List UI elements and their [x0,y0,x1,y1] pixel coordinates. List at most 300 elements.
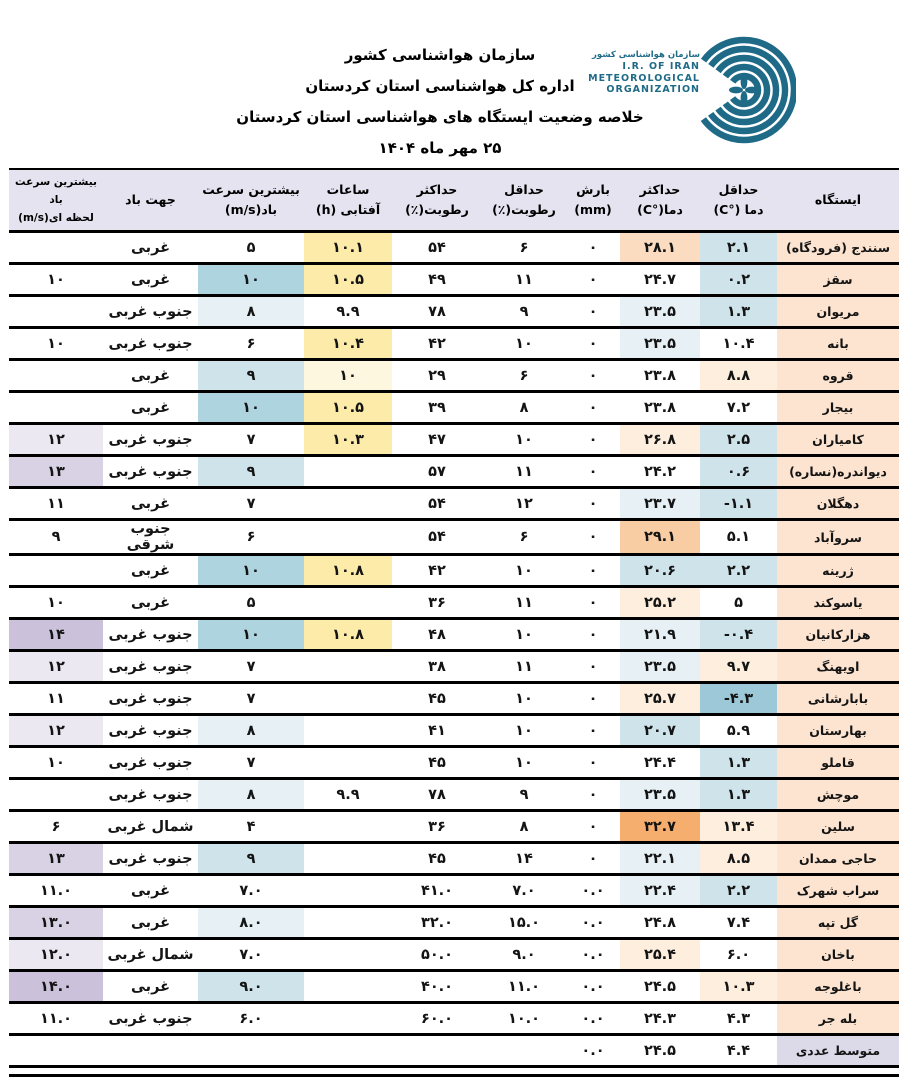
cell-precip: ۰ [566,683,620,715]
cell-tmin: ۵.۱ [700,520,777,555]
logo-text-en3: ORGANIZATION [606,84,700,95]
cell-wind: ۷ [198,488,304,520]
cell-dir: جنوب غربی [103,843,198,875]
cell-tmax: ۲۰.۶ [620,555,700,587]
cell-gust: ۱۰ [9,328,103,360]
cell-tmin: ۲.۵ [700,424,777,456]
cell-rhmin: ۱۱ [482,651,566,683]
table-row [9,875,899,907]
cell-gust: ۱۱.۰ [9,875,103,907]
cell-tmax: ۲۳.۷ [620,488,700,520]
header-row [9,169,899,232]
cell-precip: ۰ [566,424,620,456]
cell-tmax: ۲۳.۵ [620,296,700,328]
cell-station: سنندج (فرودگاه) [777,232,899,264]
cell-tmin: ۷.۲ [700,392,777,424]
column-header-rhmax: حداکثر رطوبت(٪) [392,169,482,232]
cell-tmin: ۰.۶ [700,456,777,488]
cell-rhmin: ۸ [482,392,566,424]
cell-precip: ۰ [566,715,620,747]
cell-wind: ۷ [198,747,304,779]
cell-tmin: ۲.۲ [700,555,777,587]
cell-tmax: ۲۳.۵ [620,651,700,683]
cell-tmax: ۲۴.۵ [620,1035,700,1067]
cell-gust: ۱۲ [9,424,103,456]
cell-tmax: ۲۳.۸ [620,360,700,392]
cell-rhmin: ۱۱ [482,456,566,488]
cell-tmin: ۵ [700,587,777,619]
cell-tmax: ۲۴.۷ [620,264,700,296]
cell-wind: ۷.۰ [198,939,304,971]
cell-tmax: ۲۹.۱ [620,520,700,555]
cell-dir: جنوب غربی [103,747,198,779]
cell-wind: ۱۰ [198,392,304,424]
cell-tmax: ۲۲.۴ [620,875,700,907]
cell-wind: ۵ [198,232,304,264]
cell-sun [304,683,392,715]
cell-sun: ۱۰.۵ [304,264,392,296]
cell-tmax: ۲۰.۷ [620,715,700,747]
cell-rhmax: ۳۲.۰ [392,907,482,939]
column-header-gust: بیشترین سرعت باد لحظه ای(m/s) [9,169,103,232]
cell-wind: ۷ [198,651,304,683]
cell-sun [304,907,392,939]
org-name: سازمان هواشناسی کشور [344,46,536,64]
cell-sun: ۹.۹ [304,296,392,328]
cell-dir: جنوب غربی [103,1003,198,1035]
dept-name: اداره کل هواشناسی استان کردستان [305,77,575,95]
cell-wind: ۸ [198,779,304,811]
table-row [9,651,899,683]
table-row [9,843,899,875]
cell-rhmin: ۱۱ [482,264,566,296]
cell-tmin: ۸.۸ [700,360,777,392]
column-header-dir: جهت باد [103,169,198,232]
cell-dir: جنوب غربی [103,328,198,360]
cell-gust: ۱۱ [9,683,103,715]
cell-rhmax: ۵۷ [392,456,482,488]
cell-rhmax: ۴۱.۰ [392,875,482,907]
cell-tmin: -۰.۴ [700,619,777,651]
cell-station: اویهنگ [777,651,899,683]
cell-rhmax: ۷۸ [392,779,482,811]
cell-sun [304,971,392,1003]
cell-gust: ۱۰ [9,587,103,619]
cell-tmin: ۱۳.۴ [700,811,777,843]
cell-tmin: -۴.۳ [700,683,777,715]
cell-dir: جنوب شرقی [103,520,198,555]
logo-text [588,50,700,96]
cell-wind: ۹ [198,843,304,875]
cell-dir: غربی [103,971,198,1003]
cell-precip: ۰ [566,264,620,296]
weather-stations-table [9,168,899,1068]
logo-text-en2: METEOROLOGICAL [588,72,700,84]
cell-gust: ۱۴ [9,619,103,651]
cell-precip: ۰ [566,779,620,811]
cell-dir: شمال غربی [103,939,198,971]
table-row [9,971,899,1003]
logo-text-en1: I.R. OF IRAN [622,61,700,72]
cell-sun [304,651,392,683]
cell-rhmax: ۲۹ [392,360,482,392]
cell-rhmin: ۶ [482,232,566,264]
spiral-logo-icon [686,34,796,146]
cell-precip: ۰.۰ [566,875,620,907]
cell-tmin: ۱۰.۳ [700,971,777,1003]
cell-gust: ۱۲ [9,715,103,747]
cell-wind: ۶ [198,520,304,555]
cell-wind: ۴ [198,811,304,843]
cell-rhmax: ۴۲ [392,328,482,360]
cell-wind: ۱۰ [198,555,304,587]
table-row [9,555,899,587]
table-row [9,456,899,488]
cell-dir: غربی [103,264,198,296]
cell-precip: ۰ [566,232,620,264]
cell-wind [198,1035,304,1067]
cell-precip: ۰ [566,587,620,619]
cell-station: یاسوکند [777,587,899,619]
cell-gust: ۶ [9,811,103,843]
cell-tmin: ۲.۲ [700,875,777,907]
cell-gust [9,392,103,424]
cell-station: بانه [777,328,899,360]
cell-gust [9,1035,103,1067]
table-row [9,811,899,843]
cell-wind: ۶ [198,328,304,360]
cell-dir: جنوب غربی [103,424,198,456]
cell-rhmin: ۱۱ [482,587,566,619]
cell-tmin: ۲.۱ [700,232,777,264]
cell-station: قاملو [777,747,899,779]
cell-tmin: ۴.۳ [700,1003,777,1035]
cell-wind: ۹ [198,360,304,392]
cell-rhmax: ۴۹ [392,264,482,296]
cell-precip: ۰ [566,651,620,683]
cell-sun: ۹.۹ [304,779,392,811]
cell-station: باغلوجه [777,971,899,1003]
cell-gust: ۱۱ [9,488,103,520]
cell-tmax: ۲۳.۵ [620,328,700,360]
cell-tmin: ۱.۳ [700,747,777,779]
cell-rhmax: ۴۵ [392,683,482,715]
cell-dir: غربی [103,875,198,907]
cell-rhmin: ۱۴ [482,843,566,875]
cell-station: ژرینه [777,555,899,587]
cell-dir: غربی [103,360,198,392]
cell-precip: ۰ [566,488,620,520]
table-row [9,715,899,747]
cell-precip: ۰ [566,619,620,651]
cell-station: حاجی ممدان [777,843,899,875]
cell-rhmax: ۳۶ [392,811,482,843]
logo-text-fa: سازمان هواشناسی کشور [591,50,700,60]
cell-gust: ۹ [9,520,103,555]
cell-tmin: ۶.۰ [700,939,777,971]
cell-rhmax: ۴۱ [392,715,482,747]
cell-rhmin: ۷.۰ [482,875,566,907]
cell-gust [9,555,103,587]
cell-dir: جنوب غربی [103,456,198,488]
cell-wind: ۸ [198,296,304,328]
table-row [9,747,899,779]
bottom-rule [9,1074,899,1077]
cell-precip: ۰.۰ [566,907,620,939]
cell-sun: ۱۰.۴ [304,328,392,360]
cell-sun: ۱۰.۱ [304,232,392,264]
table-row [9,392,899,424]
column-header-precip: بارش (mm) [566,169,620,232]
cell-wind: ۶.۰ [198,1003,304,1035]
cell-precip: ۰ [566,520,620,555]
cell-dir: غربی [103,392,198,424]
cell-rhmin: ۶ [482,360,566,392]
table-row [9,907,899,939]
table-row [9,232,899,264]
cell-rhmin: ۶ [482,520,566,555]
cell-rhmax: ۵۴ [392,488,482,520]
cell-rhmin: ۹ [482,779,566,811]
cell-wind: ۸.۰ [198,907,304,939]
cell-rhmax: ۴۵ [392,747,482,779]
cell-rhmin: ۱۰ [482,424,566,456]
cell-wind: ۹ [198,456,304,488]
cell-station: هزارکانیان [777,619,899,651]
cell-precip: ۰.۰ [566,1035,620,1067]
cell-precip: ۰.۰ [566,1003,620,1035]
cell-station: گل تپه [777,907,899,939]
cell-rhmin: ۸ [482,811,566,843]
report-date: ۲۵ مهر ماه ۱۴۰۴ [378,139,502,157]
cell-precip: ۰ [566,843,620,875]
cell-dir: غربی [103,232,198,264]
cell-station: سراب شهرک [777,875,899,907]
cell-tmax: ۲۸.۱ [620,232,700,264]
column-header-tmin: حداقل دما (°C) [700,169,777,232]
cell-sun [304,520,392,555]
cell-sun [304,587,392,619]
cell-station: سروآباد [777,520,899,555]
cell-rhmin: ۱۰ [482,747,566,779]
cell-rhmin: ۹ [482,296,566,328]
cell-sun: ۱۰.۸ [304,619,392,651]
cell-sun [304,939,392,971]
cell-tmax: ۲۴.۴ [620,747,700,779]
cell-sun [304,488,392,520]
cell-gust: ۱۰ [9,264,103,296]
cell-rhmax: ۵۴ [392,520,482,555]
cell-rhmax: ۴۲ [392,555,482,587]
table-row [9,683,899,715]
cell-tmin: -۱.۱ [700,488,777,520]
cell-sun [304,747,392,779]
table-row [9,488,899,520]
cell-station: بیجار [777,392,899,424]
cell-dir: جنوب غربی [103,683,198,715]
cell-tmax: ۲۴.۵ [620,971,700,1003]
cell-sun: ۱۰ [304,360,392,392]
column-header-wind: بیشترین سرعت باد(m/s) [198,169,304,232]
cell-wind: ۷.۰ [198,875,304,907]
cell-dir: غربی [103,555,198,587]
cell-gust: ۱۳ [9,456,103,488]
cell-wind: ۵ [198,587,304,619]
cell-station: بابارشانی [777,683,899,715]
cell-rhmin: ۱۲ [482,488,566,520]
cell-tmax: ۲۴.۸ [620,907,700,939]
cell-precip: ۰ [566,747,620,779]
cell-rhmin: ۱۰ [482,328,566,360]
cell-rhmin: ۱۰ [482,619,566,651]
cell-rhmax: ۳۶ [392,587,482,619]
cell-wind: ۱۰ [198,264,304,296]
cell-precip: ۰.۰ [566,971,620,1003]
cell-gust: ۱۳.۰ [9,907,103,939]
cell-wind: ۱۰ [198,619,304,651]
cell-sun [304,811,392,843]
cell-gust [9,296,103,328]
column-header-sun: ساعات آفتابی (h) [304,169,392,232]
cell-tmax: ۲۳.۸ [620,392,700,424]
table-row [9,1003,899,1035]
cell-rhmin: ۱۰ [482,683,566,715]
cell-rhmax [392,1035,482,1067]
cell-sun [304,843,392,875]
cell-tmax: ۲۴.۲ [620,456,700,488]
table-row [9,328,899,360]
table-row [9,264,899,296]
cell-rhmin: ۱۰ [482,715,566,747]
cell-wind: ۸ [198,715,304,747]
cell-gust [9,232,103,264]
table-row [9,296,899,328]
cell-station: سقز [777,264,899,296]
cell-station: دهگلان [777,488,899,520]
cell-rhmax: ۷۸ [392,296,482,328]
cell-tmin: ۱.۳ [700,779,777,811]
column-header-rhmin: حداقل رطوبت(٪) [482,169,566,232]
cell-tmin: ۴.۴ [700,1035,777,1067]
cell-rhmax: ۴۰.۰ [392,971,482,1003]
cell-tmin: ۷.۴ [700,907,777,939]
cell-rhmin: ۱۱.۰ [482,971,566,1003]
cell-tmax: ۲۴.۳ [620,1003,700,1035]
cell-station: کامیاران [777,424,899,456]
cell-tmin: ۹.۷ [700,651,777,683]
cell-wind: ۷ [198,424,304,456]
cell-station: موچش [777,779,899,811]
cell-tmax: ۲۵.۲ [620,587,700,619]
table-row [9,779,899,811]
cell-station: باخان [777,939,899,971]
cell-wind: ۹.۰ [198,971,304,1003]
cell-gust: ۱۰ [9,747,103,779]
cell-tmax: ۲۵.۴ [620,939,700,971]
cell-dir: غربی [103,488,198,520]
cell-rhmin: ۹.۰ [482,939,566,971]
cell-tmax: ۲۳.۵ [620,779,700,811]
cell-rhmax: ۵۰.۰ [392,939,482,971]
cell-sun [304,1003,392,1035]
cell-gust [9,779,103,811]
cell-sun: ۱۰.۳ [304,424,392,456]
cell-dir: شمال غربی [103,811,198,843]
cell-rhmin [482,1035,566,1067]
cell-precip: ۰ [566,392,620,424]
cell-gust: ۱۳ [9,843,103,875]
cell-rhmax: ۴۵ [392,843,482,875]
cell-tmin: ۱.۳ [700,296,777,328]
cell-sun: ۱۰.۸ [304,555,392,587]
irimo-logo [588,34,796,146]
cell-dir: جنوب غربی [103,779,198,811]
cell-station: مریوان [777,296,899,328]
cell-rhmax: ۵۴ [392,232,482,264]
cell-tmin: ۵.۹ [700,715,777,747]
cell-rhmin: ۱۰.۰ [482,1003,566,1035]
table-row [9,424,899,456]
cell-precip: ۰ [566,360,620,392]
cell-tmin: ۰.۲ [700,264,777,296]
cell-tmax: ۳۲.۷ [620,811,700,843]
cell-sun [304,875,392,907]
cell-rhmax: ۳۹ [392,392,482,424]
table-row [9,939,899,971]
cell-rhmax: ۶۰.۰ [392,1003,482,1035]
cell-precip: ۰.۰ [566,939,620,971]
cell-tmax: ۲۶.۸ [620,424,700,456]
cell-rhmin: ۱۰ [482,555,566,587]
table-row [9,587,899,619]
table-row [9,1035,899,1067]
cell-sun [304,715,392,747]
cell-dir: جنوب غربی [103,619,198,651]
cell-sun [304,456,392,488]
cell-wind: ۷ [198,683,304,715]
cell-tmax: ۲۱.۹ [620,619,700,651]
cell-gust: ۱۲.۰ [9,939,103,971]
cell-precip: ۰ [566,811,620,843]
cell-rhmax: ۴۷ [392,424,482,456]
cell-rhmax: ۳۸ [392,651,482,683]
cell-dir: جنوب غربی [103,715,198,747]
cell-station: دیواندره(نساره) [777,456,899,488]
cell-station: سلین [777,811,899,843]
cell-station: قروه [777,360,899,392]
cell-precip: ۰ [566,328,620,360]
table-row [9,360,899,392]
cell-sun [304,1035,392,1067]
cell-rhmin: ۱۵.۰ [482,907,566,939]
cell-gust: ۱۱.۰ [9,1003,103,1035]
table-row [9,619,899,651]
cell-dir [103,1035,198,1067]
cell-rhmax: ۴۸ [392,619,482,651]
cell-dir: جنوب غربی [103,296,198,328]
cell-tmax: ۲۵.۷ [620,683,700,715]
cell-sun: ۱۰.۵ [304,392,392,424]
column-header-station: ایستگاه [777,169,899,232]
cell-gust [9,360,103,392]
cell-precip: ۰ [566,456,620,488]
cell-dir: غربی [103,587,198,619]
cell-station: متوسط عددی [777,1035,899,1067]
cell-precip: ۰ [566,555,620,587]
cell-station: بله جر [777,1003,899,1035]
cell-tmax: ۲۲.۱ [620,843,700,875]
report-title: خلاصه وضعیت ایستگاه های هواشناسی استان کردستان [236,108,644,126]
